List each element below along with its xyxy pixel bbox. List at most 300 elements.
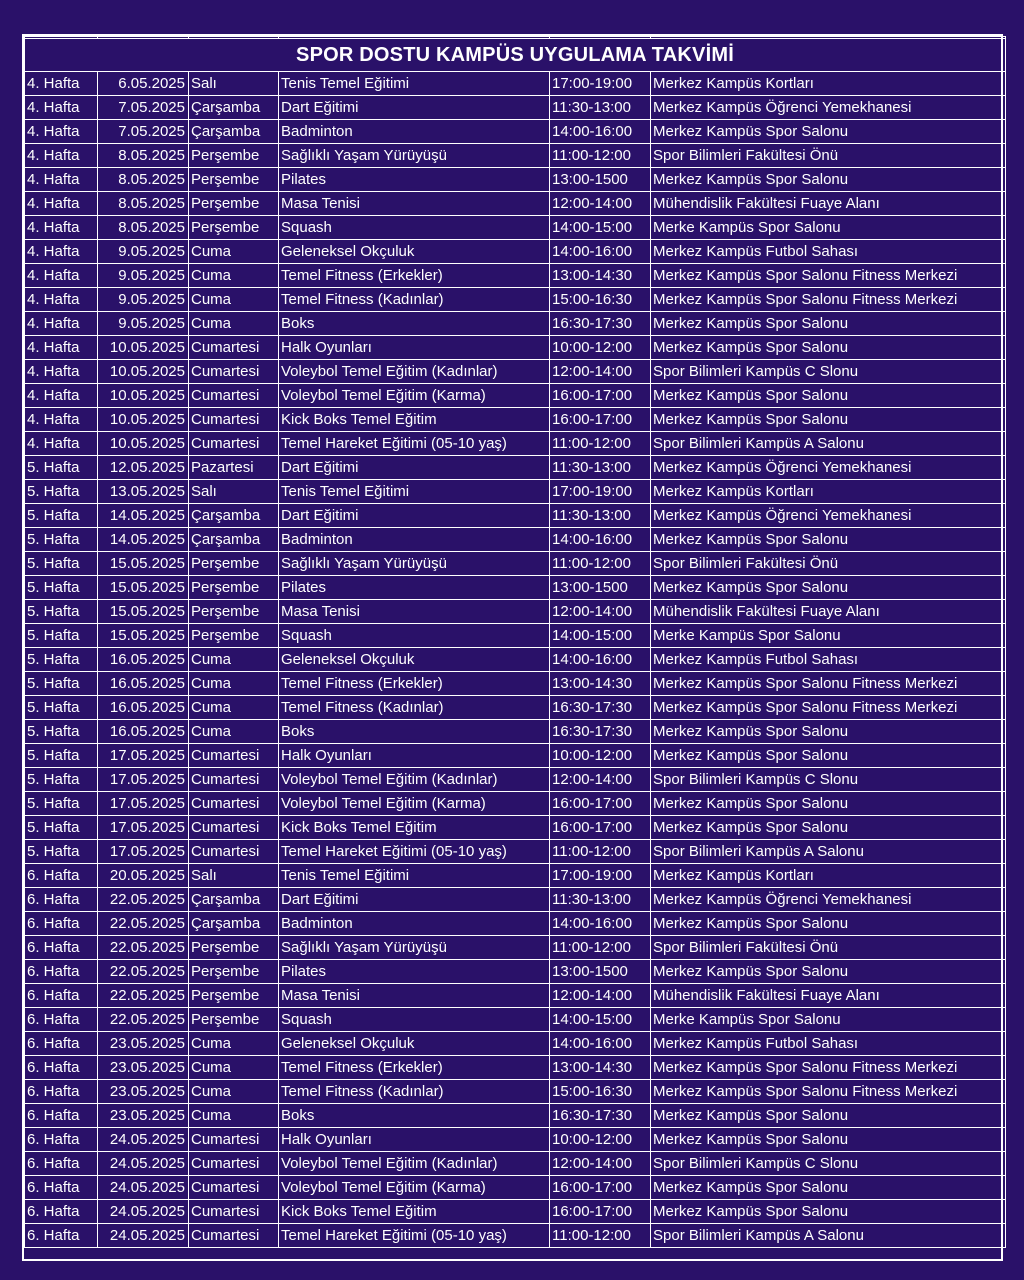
date-cell: 24.05.2025 bbox=[98, 1224, 189, 1248]
week-cell: 4. Hafta bbox=[25, 408, 98, 432]
activity-cell: Sağlıklı Yaşam Yürüyüşü bbox=[279, 552, 550, 576]
date-cell: 12.05.2025 bbox=[98, 456, 189, 480]
date-cell: 22.05.2025 bbox=[98, 984, 189, 1008]
time-cell: 14:00-15:00 bbox=[550, 1008, 651, 1032]
table-row bbox=[25, 1056, 1006, 1080]
activity-cell: Halk Oyunları bbox=[279, 336, 550, 360]
location-cell: Mühendislik Fakültesi Fuaye Alanı bbox=[651, 192, 1006, 216]
week-cell: 6. Hafta bbox=[25, 888, 98, 912]
activity-cell: Voleybol Temel Eğitim (Kadınlar) bbox=[279, 360, 550, 384]
date-cell: 22.05.2025 bbox=[98, 1008, 189, 1032]
date-cell: 15.05.2025 bbox=[98, 600, 189, 624]
day-cell: Cumartesi bbox=[189, 336, 279, 360]
location-cell: Merkez Kampüs Kortları bbox=[651, 480, 1006, 504]
date-cell: 16.05.2025 bbox=[98, 696, 189, 720]
time-cell: 16:00-17:00 bbox=[550, 816, 651, 840]
activity-cell: Sağlıklı Yaşam Yürüyüşü bbox=[279, 936, 550, 960]
time-cell: 11:00-12:00 bbox=[550, 552, 651, 576]
activity-cell: Halk Oyunları bbox=[279, 1128, 550, 1152]
time-cell: 12:00-14:00 bbox=[550, 192, 651, 216]
table-row bbox=[25, 576, 1006, 600]
day-cell: Cumartesi bbox=[189, 384, 279, 408]
date-cell: 14.05.2025 bbox=[98, 504, 189, 528]
table-row bbox=[25, 864, 1006, 888]
schedule-rows bbox=[25, 72, 1006, 1248]
location-cell: Merkez Kampüs Spor Salonu bbox=[651, 816, 1006, 840]
table-row bbox=[25, 1200, 1006, 1224]
activity-cell: Pilates bbox=[279, 168, 550, 192]
schedule-table bbox=[24, 36, 1006, 1248]
activity-cell: Boks bbox=[279, 1104, 550, 1128]
location-cell: Merkez Kampüs Futbol Sahası bbox=[651, 648, 1006, 672]
activity-cell: Dart Eğitimi bbox=[279, 888, 550, 912]
week-cell: 6. Hafta bbox=[25, 1224, 98, 1248]
time-cell: 13:00-14:30 bbox=[550, 264, 651, 288]
time-cell: 11:00-12:00 bbox=[550, 936, 651, 960]
date-cell: 9.05.2025 bbox=[98, 264, 189, 288]
activity-cell: Tenis Temel Eğitimi bbox=[279, 480, 550, 504]
time-cell: 10:00-12:00 bbox=[550, 744, 651, 768]
location-cell: Merkez Kampüs Spor Salonu Fitness Merkezi bbox=[651, 696, 1006, 720]
table-row bbox=[25, 744, 1006, 768]
date-cell: 24.05.2025 bbox=[98, 1152, 189, 1176]
day-cell: Cumartesi bbox=[189, 816, 279, 840]
week-cell: 4. Hafta bbox=[25, 240, 98, 264]
location-cell: Merke Kampüs Spor Salonu bbox=[651, 1008, 1006, 1032]
table-row bbox=[25, 1032, 1006, 1056]
week-cell: 5. Hafta bbox=[25, 672, 98, 696]
table-row bbox=[25, 240, 1006, 264]
week-cell: 6. Hafta bbox=[25, 864, 98, 888]
day-cell: Cuma bbox=[189, 264, 279, 288]
day-cell: Perşembe bbox=[189, 600, 279, 624]
location-cell: Merkez Kampüs Spor Salonu Fitness Merkezi bbox=[651, 1056, 1006, 1080]
location-cell: Spor Bilimleri Fakültesi Önü bbox=[651, 552, 1006, 576]
day-cell: Salı bbox=[189, 72, 279, 96]
table-row bbox=[25, 696, 1006, 720]
date-cell: 7.05.2025 bbox=[98, 120, 189, 144]
time-cell: 11:00-12:00 bbox=[550, 432, 651, 456]
activity-cell: Dart Eğitimi bbox=[279, 96, 550, 120]
day-cell: Cumartesi bbox=[189, 1176, 279, 1200]
table-row bbox=[25, 648, 1006, 672]
date-cell: 9.05.2025 bbox=[98, 312, 189, 336]
time-cell: 11:00-12:00 bbox=[550, 144, 651, 168]
table-row bbox=[25, 600, 1006, 624]
table-row bbox=[25, 96, 1006, 120]
day-cell: Cuma bbox=[189, 1104, 279, 1128]
activity-cell: Temel Fitness (Erkekler) bbox=[279, 672, 550, 696]
table-row bbox=[25, 336, 1006, 360]
date-cell: 24.05.2025 bbox=[98, 1200, 189, 1224]
time-cell: 12:00-14:00 bbox=[550, 768, 651, 792]
location-cell: Spor Bilimleri Fakültesi Önü bbox=[651, 144, 1006, 168]
day-cell: Çarşamba bbox=[189, 888, 279, 912]
day-cell: Çarşamba bbox=[189, 504, 279, 528]
page-title: SPOR DOSTU KAMPÜS UYGULAMA TAKVİMİ bbox=[25, 39, 1006, 72]
location-cell: Merkez Kampüs Spor Salonu bbox=[651, 912, 1006, 936]
table-row bbox=[25, 624, 1006, 648]
date-cell: 22.05.2025 bbox=[98, 912, 189, 936]
day-cell: Perşembe bbox=[189, 984, 279, 1008]
date-cell: 17.05.2025 bbox=[98, 744, 189, 768]
location-cell: Merke Kampüs Spor Salonu bbox=[651, 216, 1006, 240]
activity-cell: Kick Boks Temel Eğitim bbox=[279, 1200, 550, 1224]
day-cell: Cumartesi bbox=[189, 792, 279, 816]
date-cell: 8.05.2025 bbox=[98, 192, 189, 216]
location-cell: Merkez Kampüs Spor Salonu bbox=[651, 120, 1006, 144]
location-cell: Merkez Kampüs Spor Salonu bbox=[651, 744, 1006, 768]
time-cell: 13:00-14:30 bbox=[550, 1056, 651, 1080]
week-cell: 5. Hafta bbox=[25, 648, 98, 672]
table-row bbox=[25, 912, 1006, 936]
day-cell: Cuma bbox=[189, 648, 279, 672]
activity-cell: Masa Tenisi bbox=[279, 984, 550, 1008]
date-cell: 22.05.2025 bbox=[98, 936, 189, 960]
day-cell: Cumartesi bbox=[189, 1200, 279, 1224]
time-cell: 16:00-17:00 bbox=[550, 1200, 651, 1224]
table-row bbox=[25, 144, 1006, 168]
week-cell: 6. Hafta bbox=[25, 1032, 98, 1056]
week-cell: 5. Hafta bbox=[25, 792, 98, 816]
location-cell: Spor Bilimleri Fakültesi Önü bbox=[651, 936, 1006, 960]
table-row bbox=[25, 888, 1006, 912]
activity-cell: Sağlıklı Yaşam Yürüyüşü bbox=[279, 144, 550, 168]
week-cell: 4. Hafta bbox=[25, 432, 98, 456]
date-cell: 8.05.2025 bbox=[98, 168, 189, 192]
day-cell: Perşembe bbox=[189, 168, 279, 192]
date-cell: 17.05.2025 bbox=[98, 840, 189, 864]
table-row bbox=[25, 960, 1006, 984]
date-cell: 24.05.2025 bbox=[98, 1128, 189, 1152]
day-cell: Cumartesi bbox=[189, 360, 279, 384]
date-cell: 8.05.2025 bbox=[98, 216, 189, 240]
week-cell: 4. Hafta bbox=[25, 96, 98, 120]
time-cell: 13:00-14:30 bbox=[550, 672, 651, 696]
date-cell: 14.05.2025 bbox=[98, 528, 189, 552]
schedule-sheet bbox=[22, 34, 1003, 1261]
day-cell: Cuma bbox=[189, 312, 279, 336]
day-cell: Cumartesi bbox=[189, 744, 279, 768]
time-cell: 12:00-14:00 bbox=[550, 984, 651, 1008]
week-cell: 4. Hafta bbox=[25, 72, 98, 96]
date-cell: 15.05.2025 bbox=[98, 552, 189, 576]
time-cell: 15:00-16:30 bbox=[550, 288, 651, 312]
date-cell: 17.05.2025 bbox=[98, 792, 189, 816]
date-cell: 10.05.2025 bbox=[98, 408, 189, 432]
week-cell: 5. Hafta bbox=[25, 456, 98, 480]
date-cell: 23.05.2025 bbox=[98, 1104, 189, 1128]
table-row bbox=[25, 168, 1006, 192]
day-cell: Cumartesi bbox=[189, 408, 279, 432]
date-cell: 16.05.2025 bbox=[98, 648, 189, 672]
date-cell: 10.05.2025 bbox=[98, 360, 189, 384]
activity-cell: Badminton bbox=[279, 912, 550, 936]
location-cell: Spor Bilimleri Kampüs C Slonu bbox=[651, 768, 1006, 792]
table-row bbox=[25, 384, 1006, 408]
location-cell: Merkez Kampüs Spor Salonu bbox=[651, 312, 1006, 336]
date-cell: 17.05.2025 bbox=[98, 768, 189, 792]
location-cell: Mühendislik Fakültesi Fuaye Alanı bbox=[651, 984, 1006, 1008]
time-cell: 16:00-17:00 bbox=[550, 408, 651, 432]
time-cell: 14:00-16:00 bbox=[550, 240, 651, 264]
time-cell: 10:00-12:00 bbox=[550, 1128, 651, 1152]
week-cell: 4. Hafta bbox=[25, 216, 98, 240]
week-cell: 5. Hafta bbox=[25, 504, 98, 528]
week-cell: 4. Hafta bbox=[25, 312, 98, 336]
day-cell: Salı bbox=[189, 480, 279, 504]
activity-cell: Voleybol Temel Eğitim (Kadınlar) bbox=[279, 1152, 550, 1176]
activity-cell: Temel Fitness (Kadınlar) bbox=[279, 288, 550, 312]
day-cell: Perşembe bbox=[189, 216, 279, 240]
date-cell: 23.05.2025 bbox=[98, 1080, 189, 1104]
date-cell: 8.05.2025 bbox=[98, 144, 189, 168]
day-cell: Cuma bbox=[189, 288, 279, 312]
time-cell: 11:30-13:00 bbox=[550, 888, 651, 912]
activity-cell: Geleneksel Okçuluk bbox=[279, 648, 550, 672]
activity-cell: Dart Eğitimi bbox=[279, 456, 550, 480]
location-cell: Merkez Kampüs Spor Salonu bbox=[651, 336, 1006, 360]
table-row bbox=[25, 936, 1006, 960]
date-cell: 17.05.2025 bbox=[98, 816, 189, 840]
date-cell: 10.05.2025 bbox=[98, 384, 189, 408]
week-cell: 5. Hafta bbox=[25, 552, 98, 576]
location-cell: Spor Bilimleri Kampüs A Salonu bbox=[651, 1224, 1006, 1248]
time-cell: 16:30-17:30 bbox=[550, 312, 651, 336]
title-row bbox=[25, 39, 1006, 72]
table-row bbox=[25, 1008, 1006, 1032]
time-cell: 17:00-19:00 bbox=[550, 72, 651, 96]
time-cell: 14:00-16:00 bbox=[550, 528, 651, 552]
date-cell: 22.05.2025 bbox=[98, 888, 189, 912]
week-cell: 4. Hafta bbox=[25, 168, 98, 192]
week-cell: 5. Hafta bbox=[25, 720, 98, 744]
location-cell: Merkez Kampüs Kortları bbox=[651, 864, 1006, 888]
location-cell: Merkez Kampüs Spor Salonu bbox=[651, 960, 1006, 984]
time-cell: 14:00-15:00 bbox=[550, 216, 651, 240]
location-cell: Merkez Kampüs Öğrenci Yemekhanesi bbox=[651, 888, 1006, 912]
time-cell: 14:00-16:00 bbox=[550, 648, 651, 672]
activity-cell: Temel Fitness (Erkekler) bbox=[279, 264, 550, 288]
table-row bbox=[25, 792, 1006, 816]
table-row bbox=[25, 528, 1006, 552]
date-cell: 22.05.2025 bbox=[98, 960, 189, 984]
date-cell: 24.05.2025 bbox=[98, 1176, 189, 1200]
location-cell: Merkez Kampüs Spor Salonu bbox=[651, 408, 1006, 432]
location-cell: Merkez Kampüs Öğrenci Yemekhanesi bbox=[651, 504, 1006, 528]
week-cell: 6. Hafta bbox=[25, 1104, 98, 1128]
day-cell: Cuma bbox=[189, 1080, 279, 1104]
day-cell: Cumartesi bbox=[189, 432, 279, 456]
activity-cell: Voleybol Temel Eğitim (Karma) bbox=[279, 792, 550, 816]
time-cell: 13:00-1500 bbox=[550, 960, 651, 984]
table-row bbox=[25, 216, 1006, 240]
activity-cell: Temel Fitness (Erkekler) bbox=[279, 1056, 550, 1080]
activity-cell: Boks bbox=[279, 312, 550, 336]
time-cell: 17:00-19:00 bbox=[550, 864, 651, 888]
activity-cell: Squash bbox=[279, 624, 550, 648]
time-cell: 11:30-13:00 bbox=[550, 504, 651, 528]
time-cell: 13:00-1500 bbox=[550, 576, 651, 600]
table-row bbox=[25, 192, 1006, 216]
activity-cell: Temel Hareket Eğitimi (05-10 yaş) bbox=[279, 1224, 550, 1248]
date-cell: 13.05.2025 bbox=[98, 480, 189, 504]
week-cell: 6. Hafta bbox=[25, 1128, 98, 1152]
location-cell: Merkez Kampüs Öğrenci Yemekhanesi bbox=[651, 96, 1006, 120]
location-cell: Merkez Kampüs Spor Salonu bbox=[651, 1104, 1006, 1128]
week-cell: 5. Hafta bbox=[25, 768, 98, 792]
table-row bbox=[25, 720, 1006, 744]
date-cell: 10.05.2025 bbox=[98, 432, 189, 456]
location-cell: Merkez Kampüs Spor Salonu Fitness Merkezi bbox=[651, 672, 1006, 696]
time-cell: 15:00-16:30 bbox=[550, 1080, 651, 1104]
week-cell: 4. Hafta bbox=[25, 384, 98, 408]
table-row bbox=[25, 816, 1006, 840]
time-cell: 12:00-14:00 bbox=[550, 360, 651, 384]
location-cell: Merkez Kampüs Spor Salonu Fitness Merkezi bbox=[651, 264, 1006, 288]
date-cell: 6.05.2025 bbox=[98, 72, 189, 96]
table-row bbox=[25, 288, 1006, 312]
time-cell: 12:00-14:00 bbox=[550, 600, 651, 624]
location-cell: Merkez Kampüs Spor Salonu bbox=[651, 1128, 1006, 1152]
day-cell: Cuma bbox=[189, 240, 279, 264]
week-cell: 6. Hafta bbox=[25, 1176, 98, 1200]
date-cell: 9.05.2025 bbox=[98, 288, 189, 312]
time-cell: 12:00-14:00 bbox=[550, 1152, 651, 1176]
date-cell: 16.05.2025 bbox=[98, 672, 189, 696]
table-row bbox=[25, 120, 1006, 144]
week-cell: 6. Hafta bbox=[25, 1200, 98, 1224]
activity-cell: Dart Eğitimi bbox=[279, 504, 550, 528]
table-row bbox=[25, 984, 1006, 1008]
week-cell: 4. Hafta bbox=[25, 264, 98, 288]
activity-cell: Tenis Temel Eğitimi bbox=[279, 864, 550, 888]
day-cell: Cumartesi bbox=[189, 1128, 279, 1152]
week-cell: 4. Hafta bbox=[25, 192, 98, 216]
time-cell: 14:00-15:00 bbox=[550, 624, 651, 648]
activity-cell: Boks bbox=[279, 720, 550, 744]
table-row bbox=[25, 432, 1006, 456]
day-cell: Cuma bbox=[189, 720, 279, 744]
week-cell: 5. Hafta bbox=[25, 528, 98, 552]
date-cell: 16.05.2025 bbox=[98, 720, 189, 744]
activity-cell: Voleybol Temel Eğitim (Karma) bbox=[279, 1176, 550, 1200]
week-cell: 6. Hafta bbox=[25, 1008, 98, 1032]
week-cell: 6. Hafta bbox=[25, 1152, 98, 1176]
date-cell: 7.05.2025 bbox=[98, 96, 189, 120]
week-cell: 4. Hafta bbox=[25, 120, 98, 144]
time-cell: 11:30-13:00 bbox=[550, 96, 651, 120]
location-cell: Spor Bilimleri Kampüs C Slonu bbox=[651, 360, 1006, 384]
location-cell: Spor Bilimleri Kampüs A Salonu bbox=[651, 840, 1006, 864]
week-cell: 5. Hafta bbox=[25, 624, 98, 648]
day-cell: Çarşamba bbox=[189, 912, 279, 936]
week-cell: 4. Hafta bbox=[25, 336, 98, 360]
location-cell: Merkez Kampüs Futbol Sahası bbox=[651, 1032, 1006, 1056]
table-row bbox=[25, 552, 1006, 576]
location-cell: Spor Bilimleri Kampüs A Salonu bbox=[651, 432, 1006, 456]
time-cell: 11:00-12:00 bbox=[550, 840, 651, 864]
activity-cell: Temel Fitness (Kadınlar) bbox=[279, 1080, 550, 1104]
day-cell: Perşembe bbox=[189, 144, 279, 168]
time-cell: 16:30-17:30 bbox=[550, 696, 651, 720]
activity-cell: Halk Oyunları bbox=[279, 744, 550, 768]
table-row bbox=[25, 1128, 1006, 1152]
table-row bbox=[25, 672, 1006, 696]
day-cell: Çarşamba bbox=[189, 120, 279, 144]
table-row bbox=[25, 408, 1006, 432]
day-cell: Perşembe bbox=[189, 624, 279, 648]
activity-cell: Temel Hareket Eğitimi (05-10 yaş) bbox=[279, 840, 550, 864]
day-cell: Cumartesi bbox=[189, 768, 279, 792]
location-cell: Merkez Kampüs Futbol Sahası bbox=[651, 240, 1006, 264]
date-cell: 15.05.2025 bbox=[98, 576, 189, 600]
week-cell: 6. Hafta bbox=[25, 936, 98, 960]
day-cell: Cuma bbox=[189, 1032, 279, 1056]
table-row bbox=[25, 312, 1006, 336]
location-cell: Merkez Kampüs Spor Salonu bbox=[651, 576, 1006, 600]
week-cell: 4. Hafta bbox=[25, 144, 98, 168]
activity-cell: Kick Boks Temel Eğitim bbox=[279, 816, 550, 840]
activity-cell: Squash bbox=[279, 216, 550, 240]
day-cell: Pazartesi bbox=[189, 456, 279, 480]
table-row bbox=[25, 1176, 1006, 1200]
day-cell: Çarşamba bbox=[189, 528, 279, 552]
week-cell: 4. Hafta bbox=[25, 360, 98, 384]
week-cell: 5. Hafta bbox=[25, 480, 98, 504]
time-cell: 17:00-19:00 bbox=[550, 480, 651, 504]
location-cell: Mühendislik Fakültesi Fuaye Alanı bbox=[651, 600, 1006, 624]
activity-cell: Pilates bbox=[279, 960, 550, 984]
day-cell: Cumartesi bbox=[189, 840, 279, 864]
activity-cell: Voleybol Temel Eğitim (Karma) bbox=[279, 384, 550, 408]
activity-cell: Temel Fitness (Kadınlar) bbox=[279, 696, 550, 720]
activity-cell: Squash bbox=[279, 1008, 550, 1032]
date-cell: 20.05.2025 bbox=[98, 864, 189, 888]
day-cell: Perşembe bbox=[189, 936, 279, 960]
time-cell: 14:00-16:00 bbox=[550, 912, 651, 936]
time-cell: 16:00-17:00 bbox=[550, 792, 651, 816]
week-cell: 5. Hafta bbox=[25, 576, 98, 600]
location-cell: Merkez Kampüs Kortları bbox=[651, 72, 1006, 96]
table-row bbox=[25, 504, 1006, 528]
week-cell: 4. Hafta bbox=[25, 288, 98, 312]
week-cell: 6. Hafta bbox=[25, 984, 98, 1008]
date-cell: 23.05.2025 bbox=[98, 1032, 189, 1056]
week-cell: 6. Hafta bbox=[25, 1056, 98, 1080]
table-row bbox=[25, 72, 1006, 96]
week-cell: 5. Hafta bbox=[25, 600, 98, 624]
location-cell: Merkez Kampüs Spor Salonu Fitness Merkezi bbox=[651, 1080, 1006, 1104]
activity-cell: Badminton bbox=[279, 120, 550, 144]
week-cell: 5. Hafta bbox=[25, 744, 98, 768]
day-cell: Cumartesi bbox=[189, 1152, 279, 1176]
location-cell: Merkez Kampüs Spor Salonu bbox=[651, 792, 1006, 816]
location-cell: Merkez Kampüs Spor Salonu Fitness Merkezi bbox=[651, 288, 1006, 312]
time-cell: 13:00-1500 bbox=[550, 168, 651, 192]
location-cell: Merkez Kampüs Spor Salonu bbox=[651, 168, 1006, 192]
location-cell: Merkez Kampüs Spor Salonu bbox=[651, 1176, 1006, 1200]
location-cell: Merkez Kampüs Spor Salonu bbox=[651, 720, 1006, 744]
week-cell: 5. Hafta bbox=[25, 696, 98, 720]
day-cell: Perşembe bbox=[189, 192, 279, 216]
table-row bbox=[25, 768, 1006, 792]
week-cell: 5. Hafta bbox=[25, 816, 98, 840]
activity-cell: Masa Tenisi bbox=[279, 192, 550, 216]
activity-cell: Temel Hareket Eğitimi (05-10 yaş) bbox=[279, 432, 550, 456]
week-cell: 5. Hafta bbox=[25, 840, 98, 864]
day-cell: Perşembe bbox=[189, 960, 279, 984]
